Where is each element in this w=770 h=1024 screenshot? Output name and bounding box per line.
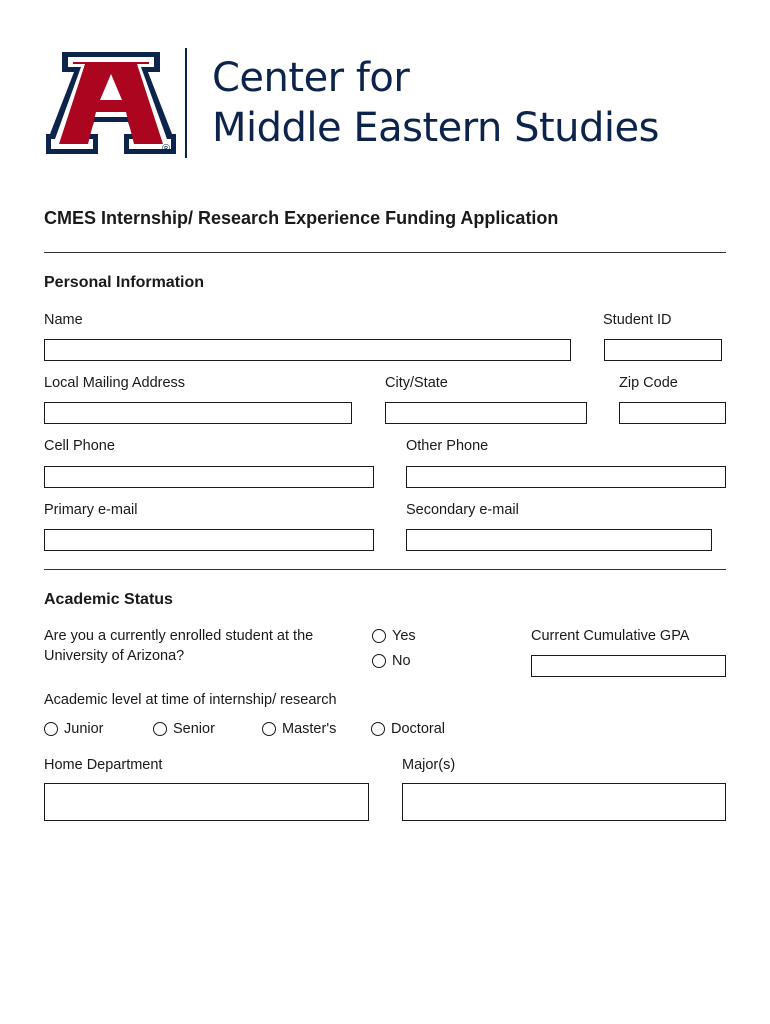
radio-circle-icon[interactable] (372, 654, 386, 668)
zip-code-field[interactable] (619, 402, 726, 424)
home-department-label: Home Department (44, 757, 163, 773)
city-state-label: City/State (385, 375, 448, 391)
student-id-label: Student ID (603, 312, 672, 328)
name-label: Name (44, 312, 83, 328)
name-field[interactable] (44, 339, 571, 361)
student-id-field[interactable] (604, 339, 722, 361)
city-state-field[interactable] (385, 402, 587, 424)
header-divider (185, 48, 187, 158)
other-phone-field[interactable] (406, 466, 726, 488)
enrolled-yes-radio[interactable] (372, 628, 416, 644)
home-department-field[interactable] (44, 783, 369, 821)
enrolled-no-radio[interactable] (372, 653, 411, 669)
cell-phone-label: Cell Phone (44, 438, 115, 454)
enrolled-no-label: No (392, 653, 411, 669)
level-doctoral-radio[interactable] (371, 721, 445, 737)
zip-code-label: Zip Code (619, 375, 678, 391)
registered-trademark-icon: ® (162, 143, 171, 155)
primary-email-field[interactable] (44, 529, 374, 551)
academic-level-label: Academic level at time of internship/ research (44, 692, 337, 708)
enrolled-yes-label: Yes (392, 628, 416, 644)
level-junior-radio[interactable] (44, 721, 104, 737)
form-title: CMES Internship/ Research Experience Funding Application (44, 208, 559, 228)
secondary-email-label: Secondary e-mail (406, 502, 519, 518)
university-of-arizona-logo (46, 52, 176, 158)
section-divider (44, 569, 726, 570)
primary-email-label: Primary e-mail (44, 502, 138, 518)
cell-phone-field[interactable] (44, 466, 374, 488)
local-mailing-address-field[interactable] (44, 402, 352, 424)
majors-label: Major(s) (402, 757, 456, 773)
level-junior-label: Junior (64, 721, 104, 737)
org-name-line-1: Center for (212, 55, 410, 101)
radio-circle-icon[interactable] (153, 722, 167, 736)
majors-field[interactable] (402, 783, 726, 821)
level-senior-radio[interactable] (153, 721, 215, 737)
personal-information-heading: Personal Information (44, 274, 205, 291)
other-phone-label: Other Phone (406, 438, 489, 454)
enrolled-question-label: Are you a currently enrolled student at the University of Arizona? (44, 628, 314, 664)
gpa-label: Current Cumulative GPA (531, 628, 690, 644)
radio-circle-icon[interactable] (371, 722, 385, 736)
local-mailing-address-label: Local Mailing Address (44, 375, 186, 391)
level-senior-label: Senior (173, 721, 215, 737)
gpa-field[interactable] (531, 655, 726, 677)
title-divider (44, 252, 726, 253)
org-name-line-2: Middle Eastern Studies (212, 105, 659, 151)
academic-status-heading: Academic Status (44, 591, 173, 608)
secondary-email-field[interactable] (406, 529, 712, 551)
level-masters-label: Master's (282, 721, 337, 737)
radio-circle-icon[interactable] (262, 722, 276, 736)
radio-circle-icon[interactable] (44, 722, 58, 736)
level-masters-radio[interactable] (262, 721, 336, 737)
radio-circle-icon[interactable] (372, 629, 386, 643)
level-doctoral-label: Doctoral (391, 721, 445, 737)
